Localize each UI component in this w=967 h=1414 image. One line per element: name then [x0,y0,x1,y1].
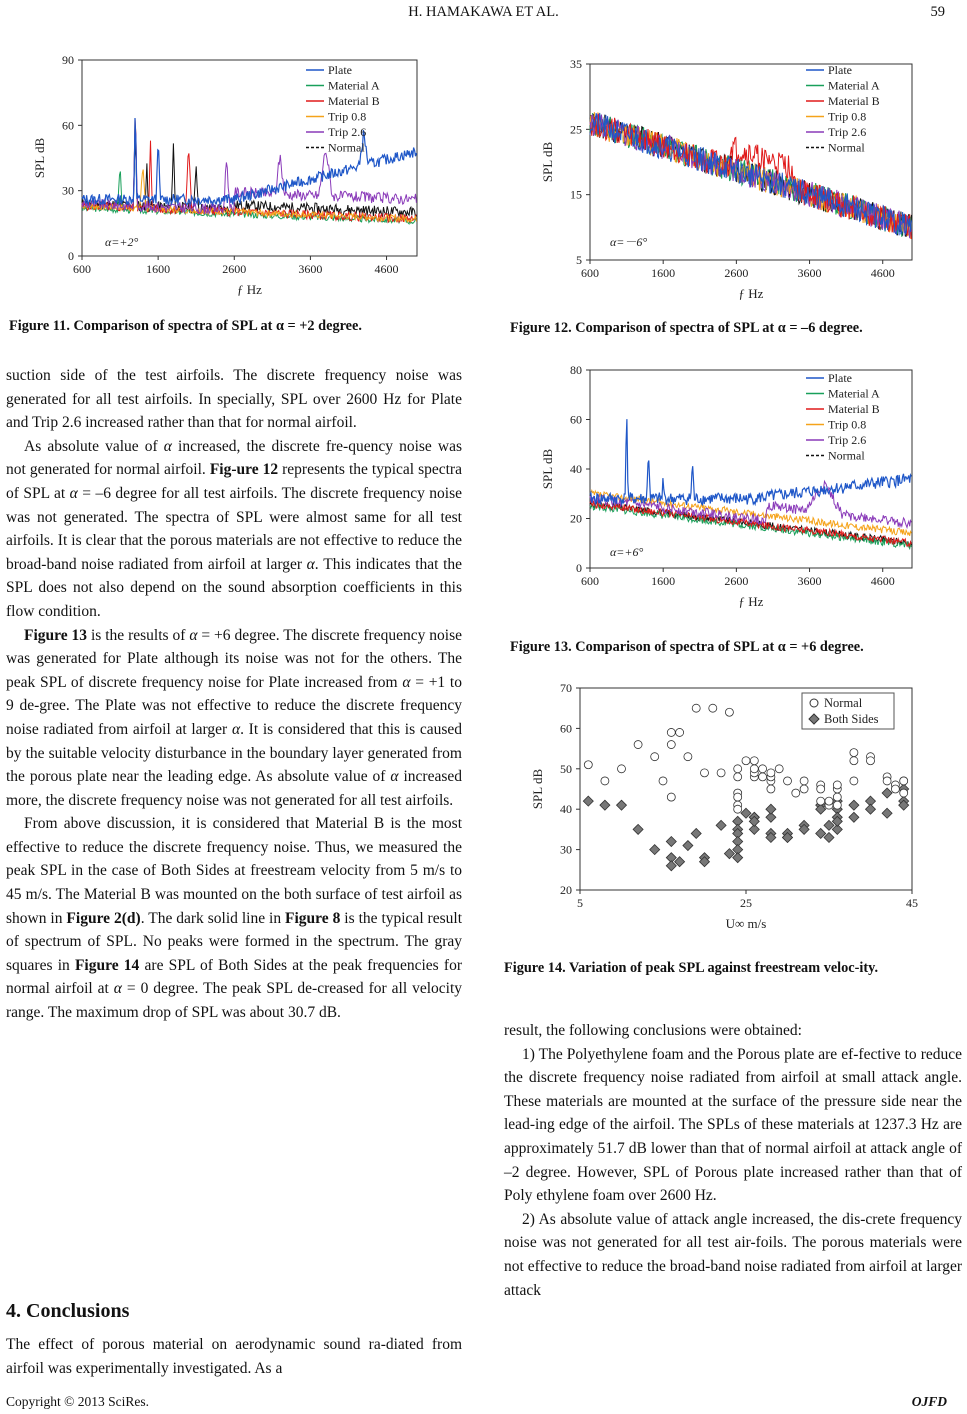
y-tick-label: 0 [576,561,582,575]
x-tick-label: 45 [906,896,918,910]
data-point-normal [891,785,899,793]
legend-entry: Trip 0.8 [828,109,867,124]
figure-12-chart [518,52,938,312]
x-tick-label: 2600 [724,266,749,280]
data-point-normal [618,765,626,773]
x-tick-label: 600 [581,574,599,588]
alpha-annotation: α=+2° [105,235,139,249]
figure-14-caption: Figure 14. Variation of peak SPL against freestream veloc-ity. [504,960,879,976]
x-tick-label: 3600 [797,574,822,588]
data-point-normal [750,757,758,765]
data-point-normal [584,761,592,769]
data-point-normal [734,793,742,801]
data-point-normal [651,753,659,761]
data-point-both-sides [716,820,726,830]
data-point-normal [825,797,833,805]
x-tick-label: 600 [581,266,599,280]
x-tick-label: 600 [73,262,91,276]
legend-entry: Normal [328,140,365,155]
paragraph: 2) As absolute value of attack angle increased, the dis-crete frequency noise was not generated for all test air-foils. The porous materials were not effective to reduce the broad-band noise radiated from airfoil at larger attack [504,1210,962,1299]
data-point-both-sides [882,808,892,818]
figure-13-caption: Figure 13. Comparison of spectra of SPL at α = +6 degree. [510,639,864,655]
legend-entry: Normal [824,696,863,710]
data-point-both-sides [666,837,676,847]
data-point-normal [667,741,675,749]
x-tick-label: 1600 [146,262,171,276]
data-point-normal [767,785,775,793]
figure-reference-link[interactable]: Figure 14 [74,956,140,974]
legend-entry: Material A [828,386,880,401]
figure-14 [518,676,938,943]
data-point-normal [784,777,792,785]
legend-entry: Trip 2.6 [328,125,367,139]
running-title: H. HAMAKAWA ET AL. [408,4,559,20]
y-tick-label: 20 [570,511,582,526]
data-point-both-sides [617,800,627,810]
data-point-normal [684,753,692,761]
data-point-normal [667,793,675,801]
data-point-normal [742,757,750,765]
data-point-normal [883,777,891,785]
alpha-annotation: α=+6° [610,545,644,559]
data-point-both-sides [866,804,876,814]
legend-entry: Trip 2.6 [828,433,867,447]
legend-entry: Trip 2.6 [828,125,867,139]
y-axis-label: SPL dB [32,137,47,179]
data-point-normal [634,741,642,749]
x-axis-label: ƒ Hz [738,286,764,301]
left-column-text-end [6,1333,462,1380]
data-point-normal [750,765,758,773]
y-tick-label: 5 [576,253,582,267]
data-point-normal [734,805,742,813]
data-point-normal [817,785,825,793]
data-point-normal [867,757,875,765]
data-point-normal [667,728,675,736]
legend-entry: Plate [828,63,852,77]
legend-entry: Material A [328,78,380,93]
y-tick-label: 30 [560,842,572,857]
x-tick-label: 2600 [724,574,749,588]
y-tick-label: 15 [570,187,582,202]
figure-13-chart [518,360,938,622]
y-axis-label: SPL dB [540,141,555,183]
figure-reference-link[interactable]: Fig-ure 12 [209,461,279,479]
y-tick-label: 50 [560,761,572,776]
data-point-normal [833,801,841,809]
y-tick-label: 90 [62,53,74,67]
data-point-both-sides [882,788,892,798]
data-point-normal [850,757,858,765]
y-tick-label: 40 [570,462,582,476]
paragraph: Figure 13 is the results of α = +6 degree. The discrete frequency noise was generated for Plate although its noise was not for the others. The peak SPL of discrete frequency noise for Plate increased from α = +1 to 9 de-gree. The Plate was not effective to reduce the discrete frequency noise radiated from airfoil at larger α. It is considered that this is caused by the suitable velocity disturbance in the boundary layer generated from the porous plate near the leading edge. As absolute value of α increased more, the discrete frequency noise was not generated for all test airfoils. [6,626,463,809]
x-tick-label: 5 [577,896,583,910]
x-tick-label: 4600 [870,574,895,588]
data-point-normal [717,769,725,777]
legend-entry: Material B [328,94,380,108]
right-column-text [504,1019,962,1302]
x-tick-label: 1600 [651,266,676,280]
running-header [0,4,967,26]
data-point-normal [734,773,742,781]
x-tick-label: 25 [740,896,752,910]
legend-entry: Normal [828,448,865,463]
data-point-normal [800,785,808,793]
x-tick-label: 4600 [870,266,895,280]
data-point-normal [775,765,783,773]
copyright: Copyright © 2013 SciRes. [6,1394,150,1409]
legend-entry: Material B [828,94,880,108]
paragraph: result, the following conclusions were obtained: [504,1022,802,1039]
data-point-normal [850,777,858,785]
x-axis-label: ƒ Hz [738,594,764,609]
y-tick-label: 35 [570,57,582,71]
x-tick-label: 4600 [374,262,399,276]
data-point-normal [900,789,908,797]
paragraph: As absolute value of α increased, the discrete fre-quency noise was not generated for normal airfoil. Fig-ure 12 represents the typical spectra of SPL at α = –6 degree for all test airfoils. The discrete frequency noise was not generated. The spectra of SPL were almost same for all test airfoils. It is clear that the porous materials are not effective to reduce the broad-band noise radiated from airfoil at larger α. This indicates that the SPL does not also depend on the sound absorption coefficients in this flow condition. [6,437,463,620]
x-axis-label: U∞ m/s [725,916,767,931]
y-tick-label: 40 [560,802,572,817]
data-point-both-sides [583,796,593,806]
legend-entry: Trip 0.8 [328,109,367,124]
y-tick-label: 70 [560,681,572,695]
x-axis-label: ƒ Hz [237,282,262,297]
x-tick-label: 3600 [298,262,323,276]
data-point-both-sides [849,812,859,822]
figure-13 [518,360,938,627]
data-point-both-sides [849,800,859,810]
journal-name: OJFD [911,1394,947,1409]
data-point-normal [676,728,684,736]
legend-entry: Plate [828,371,852,385]
figure-reference-link[interactable]: Figure 8 [285,909,341,927]
figure-reference-link[interactable]: Figure 13 [24,626,88,644]
figure-11-caption: Figure 11. Comparison of spectra of SPL at α = +2 degree. [9,318,362,334]
figure-12-caption: Figure 12. Comparison of spectra of SPL at α = –6 degree. [510,320,863,336]
data-point-normal [900,777,908,785]
legend-entry: Normal [828,140,865,155]
y-tick-label: 25 [570,122,582,137]
x-tick-label: 1600 [651,574,676,588]
y-tick-label: 80 [570,363,582,377]
data-point-normal [601,777,609,785]
data-point-normal [659,777,667,785]
data-point-both-sides [691,828,701,838]
paragraph: From above discussion, it is considered that Material B is the most effective to reduce the discrete frequency noise. Thus, we measured the peak SPL in the case of Both Sides at freestream velocity from 5 m/s to 45 m/s. The Material B was mounted on the both surface of test airfoil as shown in Figure 2(d). The dark solid line in Figure 8 is the typical result of spectrum of SPL. No peaks were formed in the spectrum. The gray squares in Figure 14 are SPL of Both Sides at the peak frequencies for normal airfoil at α = 0 degree. The peak SPL de-creased for all velocity range. The maximum drop of SPL was about 30.7 dB. [6,815,462,1022]
left-column-text [6,364,462,1025]
legend-entry: Trip 0.8 [828,417,867,432]
section-title: 4. Conclusions [6,1300,130,1322]
data-point-normal [692,704,700,712]
y-tick-label: 20 [560,883,572,897]
legend-entry: Both Sides [824,712,879,726]
data-point-both-sides [683,841,693,851]
legend-marker-normal [810,699,818,707]
figure-11 [20,48,440,313]
data-point-normal [833,781,841,789]
data-point-normal [759,765,767,773]
figure-reference-link[interactable]: Figure 2(d) [66,909,141,927]
page-number: 59 [930,4,945,20]
y-tick-label: 60 [560,721,572,736]
figure-14-chart [518,676,938,938]
data-point-both-sides [650,845,660,855]
legend-entry: Plate [328,63,352,77]
alpha-annotation: α=－6° [610,235,648,249]
paragraph: The effect of porous material on aerodynamic sound ra-diated from airfoil was experimentally investigated. As a [6,1336,462,1377]
x-tick-label: 3600 [797,266,822,280]
data-point-normal [759,773,767,781]
y-tick-label: 60 [570,412,582,427]
data-point-normal [817,797,825,805]
y-tick-label: 60 [62,118,74,133]
data-point-normal [850,749,858,757]
data-point-both-sides [600,800,610,810]
y-tick-label: 0 [68,249,74,263]
legend-entry: Material B [828,402,880,416]
figure-12 [518,52,938,317]
data-point-normal [792,789,800,797]
paragraph: 1) The Polyethylene foam and the Porous plate are ef-fective to reduce the discrete frequency noise radiated from airfoil at small attack angle. These materials are mounted at the surface of the pressure side near the lead-ing edge of the airfoil. The SPLs of these materials at 1237.3 Hz are approximately 51.7 dB lower than that of normal airfoil at attack angle of –2 degree. However, SPL of Porous plate increased rather than that of Poly ethylene foam over 2600 Hz. [504,1045,962,1205]
paragraph: suction side of the test airfoils. The discrete frequency noise was generated for all test airfoils. In specially, SPL over 2600 Hz for Plate and Trip 2.6 increased rather than that for normal airfoil. [6,367,462,432]
data-point-both-sides [766,804,776,814]
data-point-normal [725,708,733,716]
y-axis-label: SPL dB [540,448,555,490]
data-point-normal [800,777,808,785]
y-tick-label: 30 [62,183,74,198]
y-axis-label: SPL dB [530,768,545,810]
data-point-normal [701,769,709,777]
data-point-normal [833,793,841,801]
data-point-normal [767,769,775,777]
data-point-normal [734,765,742,773]
figure-11-chart [20,48,440,308]
data-point-normal [709,704,717,712]
data-point-both-sides [633,824,643,834]
legend-entry: Material A [828,78,880,93]
x-tick-label: 2600 [222,262,247,276]
